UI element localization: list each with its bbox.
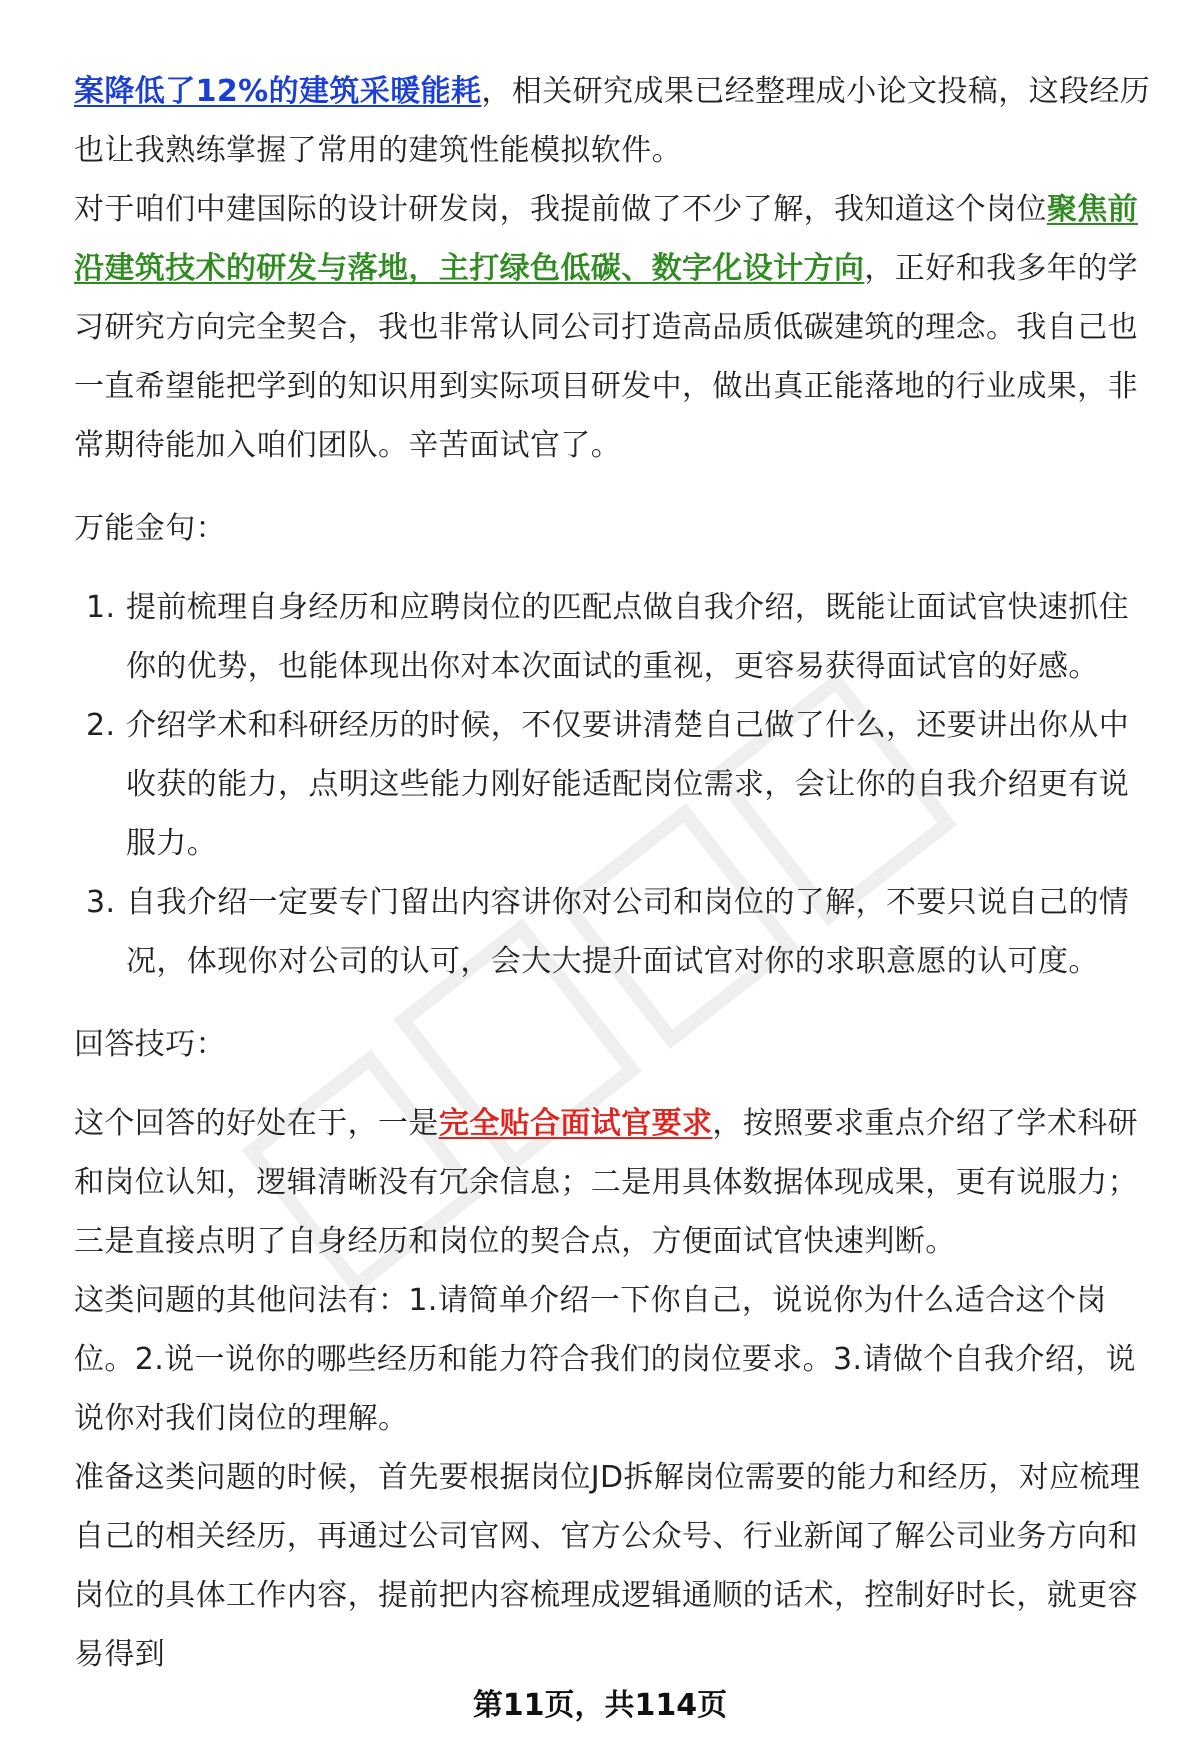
highlight-blue: 案降低了12%的建筑采暖能耗 xyxy=(74,74,482,109)
company-text-before: 对于咱们中建国际的设计研发岗，我提前做了不少了解，我知道这个岗位 xyxy=(74,192,1047,227)
tips-paragraph-3: 准备这类问题的时候，首先要根据岗位JD拆解岗位需要的能力和经历，对应梳理自己的相关经历，再通过公司官网、官方公众号、行业新闻了解公司业务方向和岗位的具体工作内容，提前把内容梳理成逻辑通顺的话术，控制好时长，就更容易得到 xyxy=(74,1460,1141,1672)
intro-end-paragraph xyxy=(74,62,1154,180)
highlight-green: 聚焦前沿建筑技术的研发与落地，主打绿色低碳、数字化设计方向 xyxy=(74,192,1139,286)
page-number: 第11页，共114页 xyxy=(472,1688,728,1723)
list-item xyxy=(74,696,1154,873)
list-text: 自我介绍一定要专门留出内容讲你对公司和岗位的了解，不要只说自己的情况，体现你对公司的认可，会大大提升面试官对你的求职意愿的认可度。 xyxy=(126,885,1130,979)
document-body xyxy=(74,62,1154,1684)
tips-text-after: ，按照要求重点介绍了学术科研和岗位认知，逻辑清晰没有冗余信息；二是用具体数据体现成果，更有说服力；三是直接点明了自身经历和岗位的契合点，方便面试官快速判断。 xyxy=(74,1106,1139,1259)
golden-sentences-title: 万能金句： xyxy=(74,511,226,546)
list-number: 2. xyxy=(86,708,116,743)
list-text: 提前梳理自身经历和应聘岗位的匹配点做自我介绍，既能让面试官快速抓住你的优势，也能体现出你对本次面试的重视，更容易获得面试官的好感。 xyxy=(126,590,1130,684)
answer-tips-title: 回答技巧： xyxy=(74,1027,226,1062)
company-paragraph xyxy=(74,180,1154,475)
tips-paragraph-1 xyxy=(74,1094,1154,1271)
company-text-after: ，正好和我多年的学习研究方向完全契合，我也非常认同公司打造高品质低碳建筑的理念。我自己也一直希望能把学到的知识用到实际项目研发中，做出真正能落地的行业成果，非常期待能加入咱们团队。辛苦面试官了。 xyxy=(74,251,1139,463)
golden-sentences-list xyxy=(74,578,1154,991)
list-number: 1. xyxy=(86,590,116,625)
tips-paragraph-2: 这类问题的其他问法有：1.请简单介绍一下你自己，说说你为什么适合这个岗位。2.说一说你的哪些经历和能力符合我们的岗位要求。3.请做个自我介绍，说说你对我们岗位的理解。 xyxy=(74,1283,1137,1436)
tips-text-before: 这个回答的好处在于，一是 xyxy=(74,1106,439,1141)
list-item xyxy=(74,873,1154,991)
highlight-red: 完全贴合面试官要求 xyxy=(438,1106,713,1141)
list-text: 介绍学术和科研经历的时候，不仅要讲清楚自己做了什么，还要讲出你从中收获的能力，点明这些能力刚好能适配岗位需求，会让你的自我介绍更有说服力。 xyxy=(126,708,1130,861)
intro-end-text: ，相关研究成果已经整理成小论文投稿，这段经历也让我熟练掌握了常用的建筑性能模拟软件。 xyxy=(74,74,1151,168)
list-number: 3. xyxy=(86,885,116,920)
list-item xyxy=(74,578,1154,696)
